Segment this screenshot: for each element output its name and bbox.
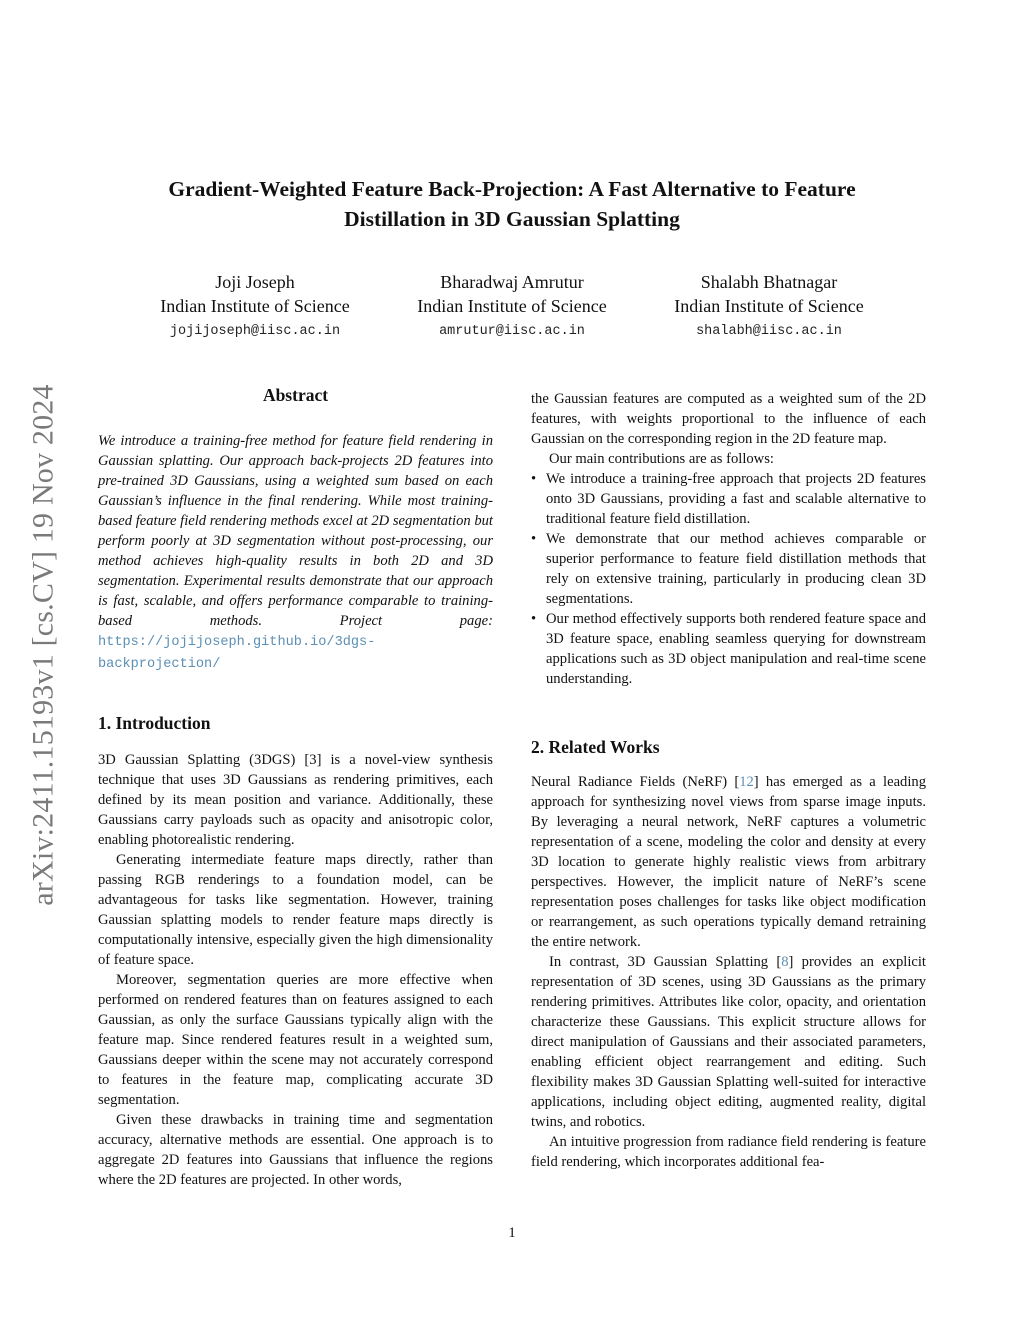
text-span: Neural Radiance Fields (NeRF) [ (531, 774, 740, 790)
author-name: Joji Joseph (215, 272, 295, 292)
continuation-paragraph: the Gaussian features are computed as a weighted sum of the 2D features, with weights proportional to the influence of each Gaussian on the corresponding region in the 2D feature map. (531, 391, 926, 447)
author-name: Bharadwaj Amrutur (440, 272, 584, 292)
intro-paragraph-1: 3D Gaussian Splatting (3DGS) [3] is a novel-view synthesis technique that uses 3D Gaussians as rendering primitives, each defined by its mean position and variance. Additionally, these Gaussians carry payloads such as opacity and anisotropic color, enabling photorealistic rendering. (98, 752, 493, 848)
author-block-3 (654, 270, 884, 342)
introduction-body (98, 750, 493, 1190)
abstract-heading: Abstract (262, 385, 329, 405)
related-works-body (531, 772, 926, 1172)
list-item: • We introduce a training-free approach that projects 2D features onto 3D Gaussians, providing a fast and scalable alternative to traditional feature field distillation. (531, 469, 926, 529)
arxiv-side-stamp (20, 345, 68, 945)
text-span: ] has emerged as a leading approach for synthesizing novel views from sparse image inputs. By leveraging a neural network, NeRF captures a volumetric representation of a scene, modeling the color and density at every 3D location to generate highly realistic views from arbitrary perspectives. However, the implicit nature of NeRF’s scene representation poses challenges for tasks like object modification or rearrangement, as such operations typically demand retraining the entire network. (531, 774, 927, 950)
author-email[interactable]: shalabh@iisc.ac.in (696, 324, 842, 339)
abstract-text: We introduce a training-free method for feature field rendering in Gaussian splatting. Our approach back-projects 2D features into pre-trained 3D Gaussians, using a weighted sum based on each Gaussian’s influence in the final rendering. While most training-based feature field rendering methods excel at 2D segmentation but perform poorly at 3D segmentation without post-processing, our method achieves high-quality results in both 2D and 3D segmentation. Experimental results demonstrate that our approach is fast, scalable, and offers performance comparable to training-based methods. Project page: (98, 433, 493, 629)
citation-link[interactable]: 12 (739, 774, 754, 790)
related-paragraph-2 (531, 952, 926, 1132)
intro-paragraph-4: Given these drawbacks in training time and segmentation accuracy, alternative methods are essential. One approach is to aggregate 2D features into Gaussians that influence the regions where the 2D features are projected. In other words, (98, 1112, 493, 1188)
right-column-continuation (531, 389, 926, 689)
intro-paragraph-3: Moreover, segmentation queries are more effective when performed on rendered features than on features assigned to each Gaussian, as only the surface Gaussians typically align with the feature map. Since rendered features result in a weighted sum, Gaussians deeper within the scene may not accurately correspond to features in the feature map, complicating accurate 3D segmentation. (98, 972, 493, 1108)
section-heading-related-works: 2. Related Works (531, 737, 660, 757)
author-block-2 (397, 270, 627, 342)
abstract-body (98, 431, 493, 675)
related-paragraph-1 (531, 772, 926, 952)
author-block-1 (140, 270, 370, 342)
citation-link[interactable]: 8 (781, 954, 789, 970)
project-page-link[interactable]: https://jojijoseph.github.io/3dgs-backprojection/ (98, 635, 376, 672)
list-item: • Our method effectively supports both rendered feature space and 3D feature space, enabling seamless querying for downstream applications such as 3D object manipulation and real-time scene understanding. (531, 609, 926, 689)
text-span: ] provides an explicit representation of 3D scenes, using 3D Gaussians as the primary rendering primitives. Attributes like color, opacity, and orientation characterize these Gaussians. This explicit structure allows for direct manipulation of Gaussians and their associated parameters, enabling efficient object rearrangement and editing. Such flexibility makes 3D Gaussian Splatting well-suited for interactive applications, including object editing, augmented reality, digital twins, and robotics. (531, 954, 926, 1130)
title-line-2: Distillation in 3D Gaussian Splatting (344, 207, 680, 231)
author-affiliation: Indian Institute of Science (417, 296, 607, 316)
related-paragraph-3: An intuitive progression from radiance field rendering is feature field rendering, which incorporates additional fea- (531, 1134, 926, 1170)
page-number: 1 (508, 1225, 516, 1241)
section-heading-introduction: 1. Introduction (98, 713, 211, 733)
list-item: • We demonstrate that our method achieves comparable or superior performance to feature field distillation methods that rely on extensive training, particularly in producing clean 3D segmentations. (531, 529, 926, 609)
arxiv-identifier: arXiv:2411.15193v1 [cs.CV] 19 Nov 2024 (27, 384, 61, 906)
author-affiliation: Indian Institute of Science (160, 296, 350, 316)
author-affiliation: Indian Institute of Science (674, 296, 864, 316)
title-line-1: Gradient-Weighted Feature Back-Projection: A Fast Alternative to Feature (168, 177, 856, 201)
author-email[interactable]: amrutur@iisc.ac.in (439, 324, 585, 339)
contributions-list (531, 469, 926, 689)
intro-paragraph-2: Generating intermediate feature maps directly, rather than passing RGB renderings to a foundation model, can be advantageous for tasks like segmentation. However, training Gaussian splatting models to render feature maps directly is computationally intensive, especially given the high dimensionality of feature space. (98, 852, 493, 968)
paper-title (90, 174, 934, 234)
author-name: Shalabh Bhatnagar (700, 272, 838, 292)
contributions-intro: Our main contributions are as follows: (549, 451, 774, 467)
author-email[interactable]: jojijoseph@iisc.ac.in (169, 324, 341, 339)
text-span: In contrast, 3D Gaussian Splatting [ (549, 954, 782, 970)
